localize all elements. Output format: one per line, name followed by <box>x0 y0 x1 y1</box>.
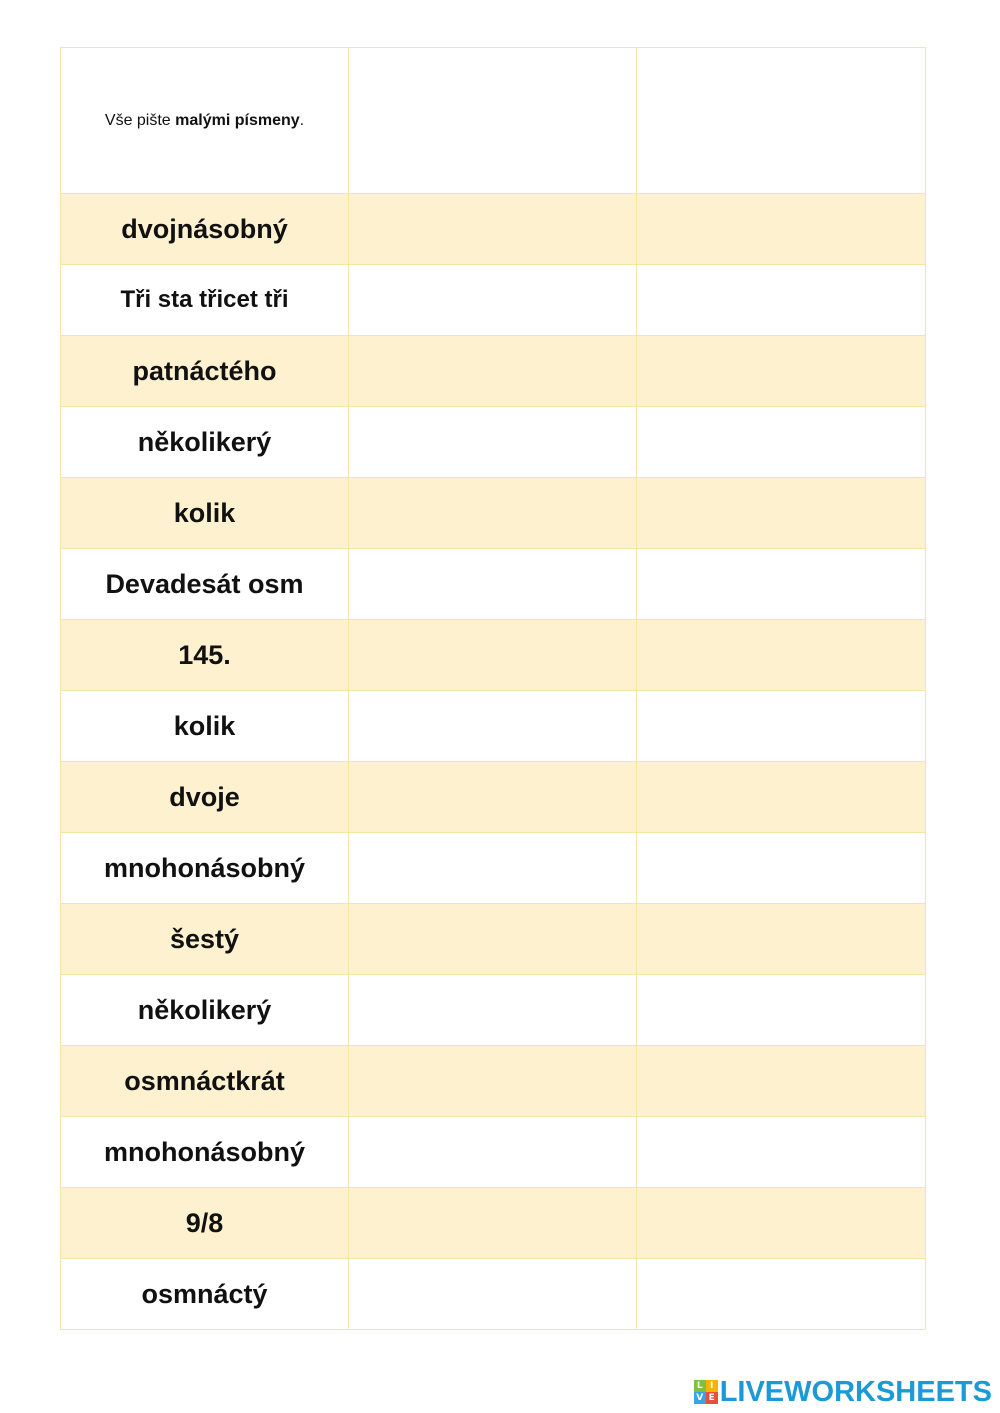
brand-logo-icon <box>694 1380 718 1404</box>
answer-field[interactable] <box>349 620 637 691</box>
answer-field[interactable] <box>349 265 637 336</box>
table-row <box>61 904 926 975</box>
answer-field[interactable] <box>349 194 637 265</box>
header-blank-cell-2 <box>349 48 637 194</box>
table-row <box>61 1117 926 1188</box>
answer-field[interactable] <box>637 194 926 265</box>
word-cell: několikerý <box>61 407 349 478</box>
table-row <box>61 265 926 336</box>
table-row <box>61 1188 926 1259</box>
header-blank-cell-3 <box>637 48 926 194</box>
answer-field[interactable] <box>637 620 926 691</box>
instructions-emphasis: malými písmeny <box>175 111 300 129</box>
word-cell: mnohonásobný <box>61 1117 349 1188</box>
answer-field[interactable] <box>349 1046 637 1117</box>
worksheet-table <box>60 47 926 1330</box>
table-row <box>61 194 926 265</box>
answer-field[interactable] <box>349 762 637 833</box>
instructions-suffix: . <box>299 111 305 129</box>
answer-field[interactable] <box>349 1259 637 1330</box>
answer-field[interactable] <box>637 1117 926 1188</box>
answer-field[interactable] <box>637 762 926 833</box>
logo-letter: E <box>706 1392 718 1404</box>
table-row <box>61 478 926 549</box>
table-row <box>61 691 926 762</box>
logo-letter: L <box>694 1380 706 1392</box>
logo-letter: I <box>706 1380 718 1392</box>
table-row <box>61 1259 926 1330</box>
answer-field[interactable] <box>349 1117 637 1188</box>
answer-field[interactable] <box>637 478 926 549</box>
answer-field[interactable] <box>349 1188 637 1259</box>
answer-field[interactable] <box>349 904 637 975</box>
word-cell: mnohonásobný <box>61 833 349 904</box>
word-cell: několikerý <box>61 975 349 1046</box>
table-row <box>61 762 926 833</box>
answer-field[interactable] <box>349 833 637 904</box>
word-cell: 9/8 <box>61 1188 349 1259</box>
word-cell: šestý <box>61 904 349 975</box>
word-cell: osmnáctkrát <box>61 1046 349 1117</box>
word-cell: Tři sta třicet tři <box>61 265 349 336</box>
answer-field[interactable] <box>637 549 926 620</box>
word-cell: patnáctého <box>61 336 349 407</box>
word-cell: 145. <box>61 620 349 691</box>
answer-field[interactable] <box>637 904 926 975</box>
liveworksheets-brand[interactable] <box>694 1377 992 1407</box>
table-row <box>61 975 926 1046</box>
answer-field[interactable] <box>637 833 926 904</box>
word-cell: Devadesát osm <box>61 549 349 620</box>
answer-field[interactable] <box>637 1188 926 1259</box>
logo-letter: V <box>694 1392 706 1404</box>
answer-field[interactable] <box>637 336 926 407</box>
header-row <box>61 48 926 194</box>
instructions-prefix: Vše pište <box>104 111 176 129</box>
answer-field[interactable] <box>637 1046 926 1117</box>
answer-field[interactable] <box>637 1259 926 1330</box>
answer-field[interactable] <box>349 407 637 478</box>
answer-field[interactable] <box>349 549 637 620</box>
instructions-cell <box>61 48 349 194</box>
table-row <box>61 1046 926 1117</box>
word-cell: osmnáctý <box>61 1259 349 1330</box>
table-row <box>61 549 926 620</box>
table-row <box>61 833 926 904</box>
word-cell: dvojnásobný <box>61 194 349 265</box>
word-cell: kolik <box>61 691 349 762</box>
answer-field[interactable] <box>349 691 637 762</box>
table-row <box>61 336 926 407</box>
answer-field[interactable] <box>349 336 637 407</box>
answer-field[interactable] <box>637 407 926 478</box>
word-cell: dvoje <box>61 762 349 833</box>
answer-field[interactable] <box>349 975 637 1046</box>
table-row <box>61 620 926 691</box>
answer-field[interactable] <box>637 975 926 1046</box>
answer-field[interactable] <box>637 265 926 336</box>
table-row <box>61 407 926 478</box>
answer-field[interactable] <box>349 478 637 549</box>
answer-field[interactable] <box>637 691 926 762</box>
brand-text: LIVEWORKSHEETS <box>719 1375 992 1408</box>
word-cell: kolik <box>61 478 349 549</box>
